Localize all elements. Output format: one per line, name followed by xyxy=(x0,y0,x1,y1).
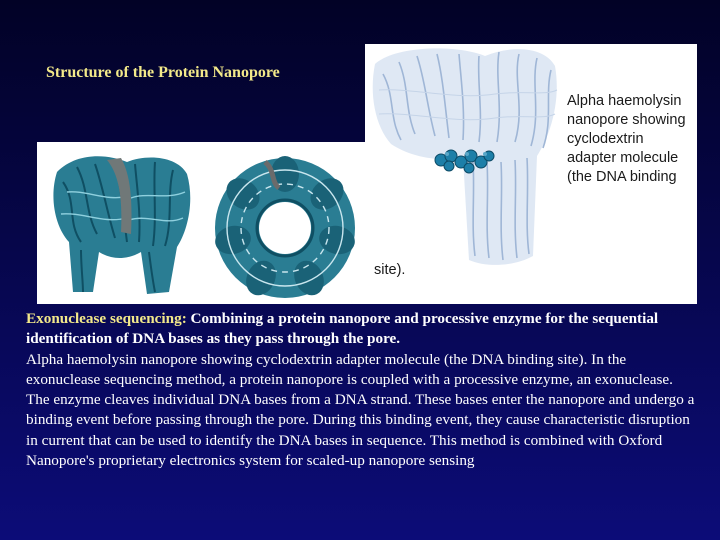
heading-key-term: Exonuclease sequencing xyxy=(26,310,182,327)
heading-description: Combining a protein nanopore and processive enzyme for the sequential identification of DNA bases as they pass through the pore. xyxy=(26,310,659,348)
body-text xyxy=(26,309,696,471)
body-paragraph: Alpha haemolysin nanopore showing cyclodextrin adapter molecule (the DNA binding site). In the exonuclease sequencing method, a protein nanopore is coupled with a processive enzyme, an exonuclease. The enzyme cleaves individual DNA bases from a DNA strand. These bases enter the nanopore and undergo a binding event before passing through the pore. During this binding event, they cause characteristic disruption in current that can be used to identify the DNA bases in sequence. This method is combined with Oxford Nanopore's proprietary electronics system for scaled-up nanopore sensing xyxy=(26,350,695,470)
figure-caption-tail: site). xyxy=(374,262,406,278)
slide-title: Structure of the Protein Nanopore xyxy=(46,64,280,81)
nanopore-ribbon-images xyxy=(37,142,367,304)
nanopore-top-view xyxy=(212,156,357,300)
nanopore-adapter-figure xyxy=(365,44,697,304)
figure-caption: Alpha haemolysin nanopore showing cyclodextrin adapter molecule (the DNA binding xyxy=(567,93,686,185)
heading-colon: : xyxy=(181,310,187,327)
exonuclease-heading xyxy=(26,309,696,350)
nanopore-side-view xyxy=(53,156,190,294)
nanopore-structure-figure xyxy=(37,142,367,304)
